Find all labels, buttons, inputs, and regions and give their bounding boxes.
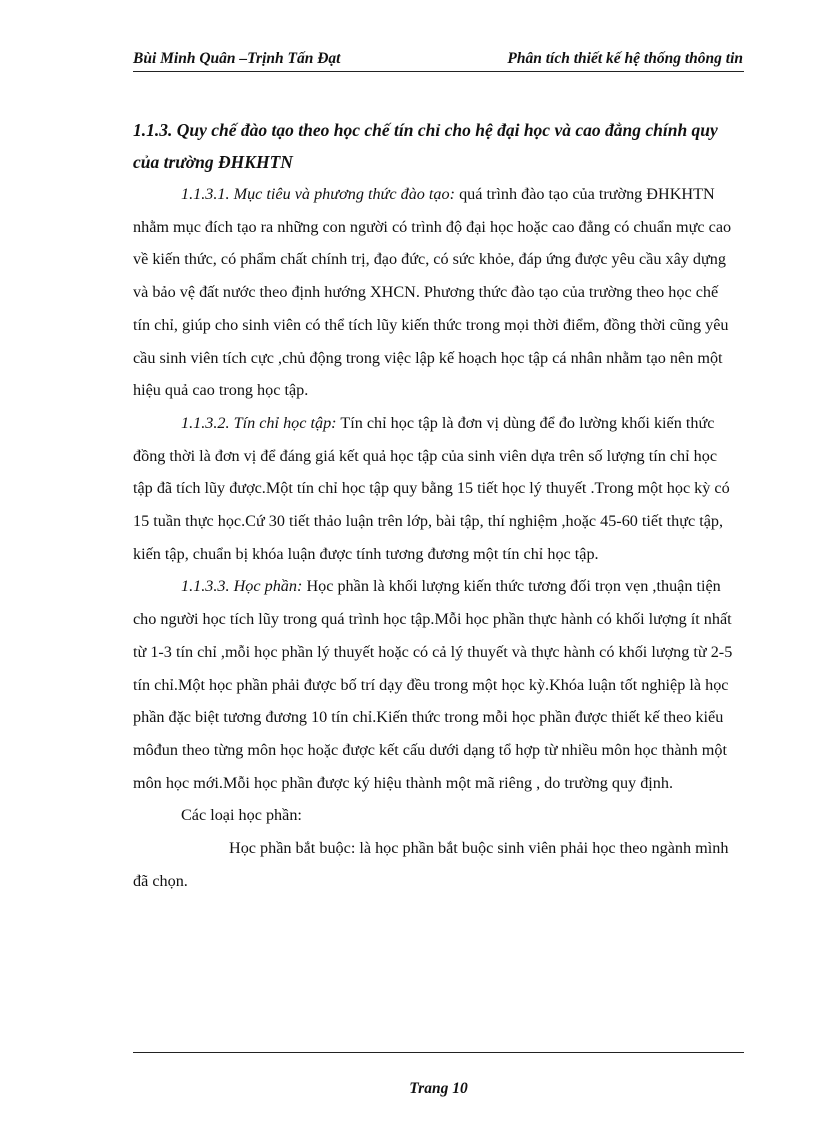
paragraph-lead: 1.1.3.2. Tín chỉ học tập: <box>181 413 337 432</box>
paragraph-modules <box>133 570 739 799</box>
paragraph-lead: 1.1.3.3. Học phần: <box>181 577 303 596</box>
paragraph-objectives <box>133 178 739 407</box>
paragraph-text: Học phần là khối lượng kiến thức tương đối trọn vẹn ,thuận tiện cho người học tích lũy trong quá trình học tập.Mỗi học phần thực hành có khối lượng ít nhất từ 1-3 tín chỉ ,mỗi học phần lý thuyết hoặc có cả lý thuyết và thực hành có khối lượng từ 2-5 tín chỉ.Một học phần phải được bố trí dạy đều trong một học kỳ.Khóa luận tốt nghiệp là học phần đặc biệt tương đương 10 tín chỉ.Kiến thức trong mỗi học phần được thiết kế theo kiểu môđun theo từng môn học hoặc được kết cấu dưới dạng tổ hợp từ nhiều môn học thành một môn học mới.Mỗi học phần được ký hiệu thành một mã riêng , do trường quy định. <box>133 577 733 792</box>
header-subject: Phân tích thiết kế hệ thống thông tin <box>507 50 743 67</box>
header-divider <box>133 71 744 72</box>
module-type-item: Học phần bắt buộc: là học phần bắt buộc sinh viên phải học theo ngành mình đã chọn. <box>133 839 729 890</box>
paragraph-credits <box>133 407 739 571</box>
footer-divider <box>133 1052 744 1053</box>
module-types-intro: Các loại học phần: <box>181 806 302 825</box>
page-number: Trang 10 <box>409 1080 468 1097</box>
paragraph-text: quá trình đào tạo của trường ĐHKHTN nhằm mục đích tạo ra những con người có trình độ đại học hoặc cao đẳng có chuẩn mực cao về kiến thức, có phẩm chất chính trị, đạo đức, có sức khỏe, đáp ứng được yêu cầu xây dựng và bảo vệ đất nước theo định hướng XHCN. Phương thức đào tạo của trường theo học chế tín chỉ, giúp cho sinh viên có thể tích lũy kiến thức trong mọi thời điểm, đồng thời cũng yêu cầu sinh viên tích cực ,chủ động trong việc lập kế hoạch học tập cá nhân nhằm tạo nên một hiệu quả cao trong học tập. <box>133 185 732 400</box>
page-header <box>133 46 743 74</box>
paragraph-text: Tín chỉ học tập là đơn vị dùng để đo lường khối kiến thức đồng thời là đơn vị để đáng giá kết quả học tập của sinh viên dựa trên số lượng tín chỉ học tập đã tích lũy được.Một tín chỉ học tập quy bằng 15 tiết học lý thuyết .Trong một học kỳ có 15 tuần thực học.Cứ 30 tiết thảo luận trên lớp, bài tập, thí nghiệm ,hoặc 45-60 tiết thực tập, kiến tập, chuẩn bị khóa luận được tính tương đương một tín chỉ học tập. <box>133 413 730 563</box>
paragraph-lead: 1.1.3.1. Mục tiêu và phương thức đào tạo: <box>181 185 456 203</box>
section-heading: 1.1.3. Quy chế đào tạo theo học chế tín chỉ cho hệ đại học và cao đẳng chính quy của trường ĐHKHTN <box>133 120 718 172</box>
header-authors: Bùi Minh Quân –Trịnh Tấn Đạt <box>133 50 341 67</box>
page-body <box>133 114 739 897</box>
